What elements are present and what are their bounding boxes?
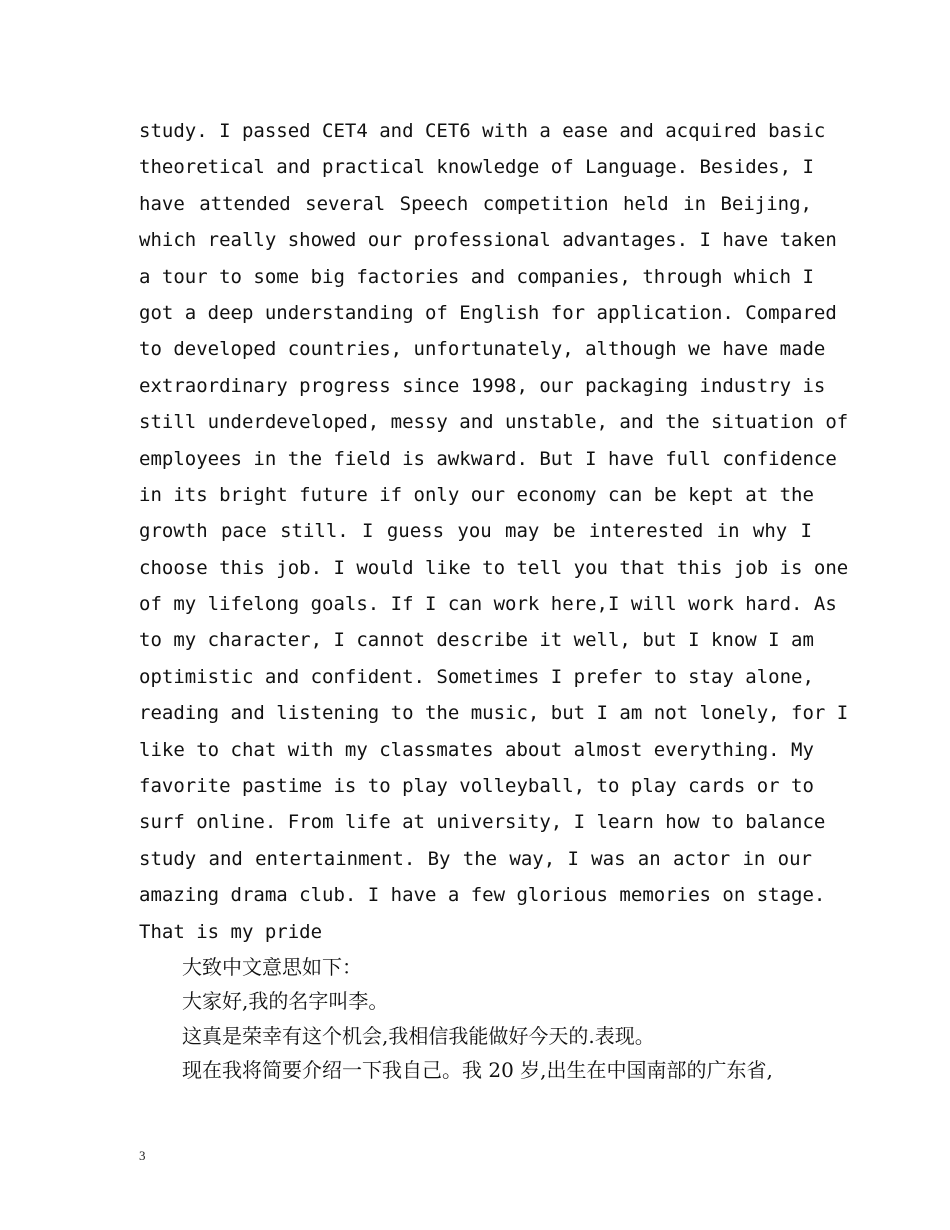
- text-line: theoretical and practical knowledge of Language. Besides, I: [139, 156, 814, 179]
- text-line: surf online. From life at university, I learn how to balance: [139, 811, 826, 834]
- text-line: study and entertainment. By the way, I was an actor in our: [139, 847, 812, 870]
- text-line: optimistic and confident. Sometimes I prefer to stay alone,: [139, 665, 814, 688]
- text-line: like to chat with my classmates about almost everything. My: [139, 738, 814, 761]
- text-line: extraordinary progress since 1998, our packaging industry is: [139, 374, 826, 397]
- text-line: of my lifelong goals. If I can work here,I will work hard. As: [139, 593, 837, 616]
- text-line: That is my pride: [139, 920, 323, 943]
- document-body: [139, 113, 849, 1088]
- text-line: got a deep understanding of English for application. Compared: [139, 301, 837, 324]
- chinese-text-line: 大家好,我的名字叫李。: [182, 989, 389, 1014]
- text-line: choose this job. I would like to tell you that this job is one: [139, 556, 849, 579]
- text-line: have attended several Speech competition held in Beijing,: [139, 192, 812, 215]
- text-line: reading and listening to the music, but I am not lonely, for I: [139, 702, 849, 725]
- text-line: which really showed our professional advantages. I have taken: [139, 229, 837, 252]
- text-line: to my character, I cannot describe it well, but I know I am: [139, 629, 814, 652]
- text-line: a tour to some big factories and companies, through which I: [139, 265, 814, 288]
- chinese-text-line: 现在我将简要介绍一下我自己。我 20 岁,出生在中国南部的广东省,: [182, 1058, 773, 1083]
- text-line: employees in the field is awkward. But I have full confidence: [139, 447, 837, 470]
- chinese-heading-line: 大致中文意思如下：: [182, 954, 362, 979]
- text-line: to developed countries, unfortunately, although we have made: [139, 338, 826, 361]
- text-line: growth pace still. I guess you may be interested in why I: [139, 520, 812, 543]
- text-line: amazing drama club. I have a few glorious memories on stage.: [139, 884, 826, 907]
- text-line: in its bright future if only our economy can be kept at the: [139, 483, 814, 506]
- page-number: 3: [139, 1148, 146, 1163]
- text-line: study. I passed CET4 and CET6 with a ease and acquired basic: [139, 120, 826, 142]
- text-line: favorite pastime is to play volleyball, to play cards or to: [139, 775, 814, 798]
- chinese-text-line: 这真是荣幸有这个机会,我相信我能做好今天的.表现。: [182, 1023, 655, 1048]
- text-line: still underdeveloped, messy and unstable, and the situation of: [139, 411, 849, 434]
